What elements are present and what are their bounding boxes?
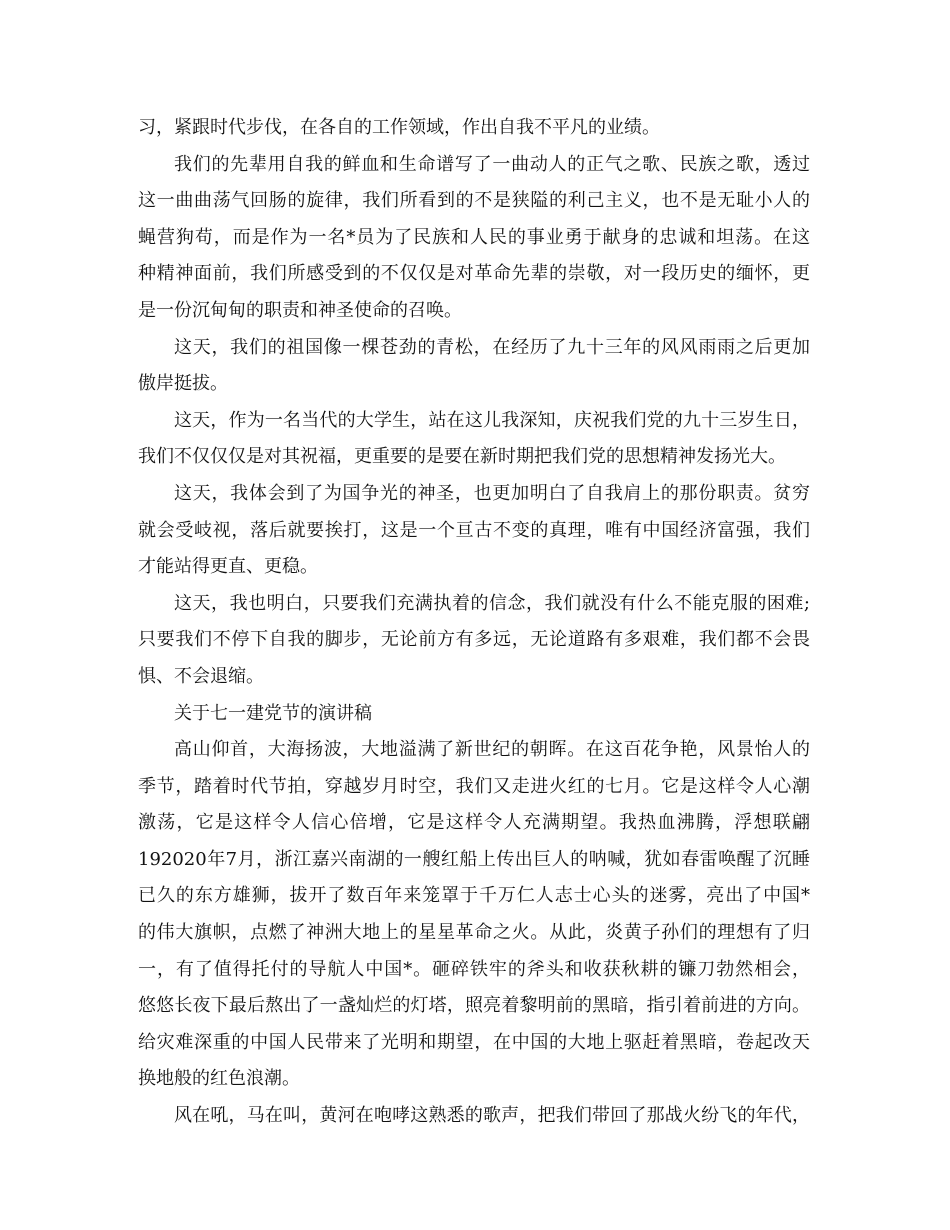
paragraph-line: 这天，作为一名当代的大学生，站在这儿我深知，庆祝我们党的九十三岁生日， <box>174 409 810 431</box>
paragraph-line: 192020年7月，浙江嘉兴南湖的一艘红船上传出巨人的呐喊，犹如春雷唤醒了沉睡 <box>138 848 810 870</box>
paragraph-line: 这一曲曲荡气回肠的旋律，我们所看到的不是狭隘的利己主义，也不是无耻小人的 <box>138 190 810 212</box>
paragraph-line: 已久的东方雄狮，拔开了数百年来笼罩于千万仁人志士心头的迷雾，亮出了中国* <box>138 885 810 907</box>
paragraph-line: 种精神面前，我们所感受到的不仅仅是对革命先辈的崇敬，对一段历史的缅怀，更 <box>138 263 810 285</box>
paragraph-line: 给灾难深重的中国人民带来了光明和期望，在中国的大地上驱赶着黑暗，卷起改天 <box>138 1031 810 1053</box>
paragraph-line: 一，有了值得托付的导航人中国*。砸碎铁牢的斧头和收获秋耕的镰刀勃然相会， <box>138 958 810 980</box>
paragraph-line: 只要我们不停下自我的脚步，无论前方有多远，无论道路有多艰难，我们都不会畏 <box>138 629 810 651</box>
paragraph-line: 高山仰首，大海扬波，大地溢满了新世纪的朝晖。在这百花争艳，风景怡人的 <box>174 739 810 761</box>
paragraph-line: 我们不仅仅仅是对其祝福，更重要的是要在新时期把我们党的思想精神发扬光大。 <box>138 446 786 468</box>
paragraph-line: 这天，我们的祖国像一棵苍劲的青松，在经历了九十三年的风风雨雨之后更加 <box>174 336 810 358</box>
paragraph-line: 就会受岐视，落后就要挨打，这是一个亘古不变的真理，唯有中国经济富强，我们 <box>138 519 810 541</box>
paragraph-line: 蝇营狗苟，而是作为一名*员为了民族和人民的事业勇于献身的忠诚和坦荡。在这 <box>138 226 810 248</box>
document-page <box>138 110 810 1135</box>
paragraph-line: 习，紧跟时代步伐，在各自的工作领域，作出自我不平凡的业绩。 <box>138 117 660 138</box>
paragraph-line: 惧、不会退缩。 <box>138 665 264 687</box>
paragraph-line: 悠悠长夜下最后熬出了一盏灿烂的灯塔，照亮着黎明前的黑暗，指引着前进的方向。 <box>138 995 810 1017</box>
paragraph-line: 是一份沉甸甸的职责和神圣使命的召唤。 <box>138 299 462 321</box>
paragraph-line: 才能站得更直、更稳。 <box>138 556 318 578</box>
paragraph-line: 这天，我体会到了为国争光的神圣，也更加明白了自我肩上的那份职责。贫穷 <box>174 482 810 504</box>
paragraph-line: 换地般的红色浪潮。 <box>138 1068 300 1090</box>
paragraph-line: 我们的先辈用自我的鲜血和生命谱写了一曲动人的正气之歌、民族之歌，透过 <box>174 153 810 175</box>
section-heading: 关于七一建党节的演讲稿 <box>174 702 372 724</box>
paragraph-line: 风在吼，马在叫，黄河在咆哮这熟悉的歌声，把我们带回了那战火纷飞的年代， <box>174 1105 810 1127</box>
paragraph-line: 傲岸挺拔。 <box>138 373 228 395</box>
paragraph-line: 季节，踏着时代节拍，穿越岁月时空，我们又走进火红的七月。它是这样令人心潮 <box>138 775 810 797</box>
paragraph-line: 激荡，它是这样令人信心倍增，它是这样令人充满期望。我热血沸腾，浮想联翩 <box>138 812 810 834</box>
paragraph-line: 这天，我也明白，只要我们充满执着的信念，我们就没有什么不能克服的困难; <box>174 592 810 614</box>
paragraph-line: 的伟大旗帜，点燃了神洲大地上的星星革命之火。从此，炎黄子孙们的理想有了归 <box>138 922 810 944</box>
